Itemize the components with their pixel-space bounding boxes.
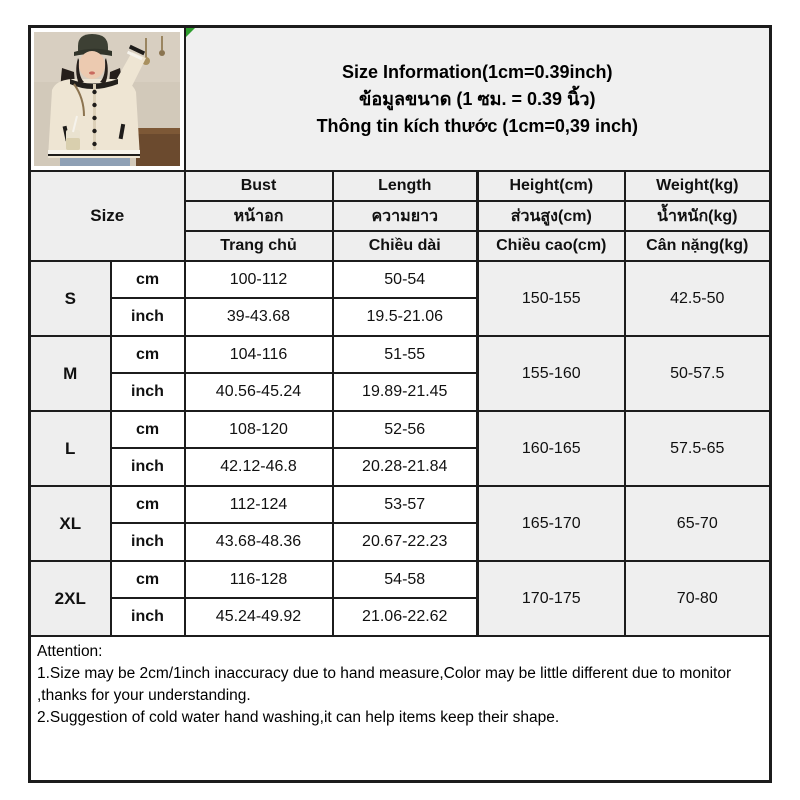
length-cm-XL: 53-57	[333, 486, 478, 523]
size-label-M: M	[30, 336, 111, 411]
size-label-L: L	[30, 411, 111, 486]
attention-cell	[30, 636, 771, 782]
unit-label-inch-M: inch	[111, 373, 185, 411]
header-height-en: Height(cm)	[478, 171, 625, 201]
bust-inch-M: 40.56-45.24	[185, 373, 333, 411]
bust-inch-2XL: 45.24-49.92	[185, 598, 333, 636]
weight-2XL: 70-80	[625, 561, 771, 636]
size-label-XL: XL	[30, 486, 111, 561]
weight-M: 50-57.5	[625, 336, 771, 411]
length-inch-M: 19.89-21.45	[333, 373, 478, 411]
bust-cm-2XL: 116-128	[185, 561, 333, 598]
unit-label-inch-XL: inch	[111, 523, 185, 561]
length-cm-S: 50-54	[333, 261, 478, 298]
weight-L: 57.5-65	[625, 411, 771, 486]
header-weight-vi: Cân nặng(kg)	[625, 231, 771, 261]
unit-label-cm-M: cm	[111, 336, 185, 373]
weight-XL: 65-70	[625, 486, 771, 561]
bust-cm-XL: 112-124	[185, 486, 333, 523]
bust-inch-S: 39-43.68	[185, 298, 333, 336]
length-inch-2XL: 21.06-22.62	[333, 598, 478, 636]
length-cm-L: 52-56	[333, 411, 478, 448]
weight-S: 42.5-50	[625, 261, 771, 336]
unit-label-inch-L: inch	[111, 448, 185, 486]
header-weight-en: Weight(kg)	[625, 171, 771, 201]
bust-cm-S: 100-112	[185, 261, 333, 298]
size-chart-sheet	[28, 25, 772, 783]
length-inch-S: 19.5-21.06	[333, 298, 478, 336]
bust-cm-M: 104-116	[185, 336, 333, 373]
header-length-en: Length	[333, 171, 478, 201]
attention-note-1: 1.Size may be 2cm/1inch inaccuracy due to hand measure,Color may be little different due to monitor ,thanks for your understanding.	[37, 665, 732, 704]
size-label-S: S	[30, 261, 111, 336]
attention-note-2: 2.Suggestion of cold water hand washing,it can help items keep their shape.	[37, 709, 560, 726]
attention-heading: Attention:	[37, 643, 103, 660]
header-length-th: ความยาว	[333, 201, 478, 231]
length-inch-L: 20.28-21.84	[333, 448, 478, 486]
header-row-en	[30, 171, 771, 201]
bust-cm-L: 108-120	[185, 411, 333, 448]
title-line-th: ข้อมูลขนาด (1 ซม. = 0.39 นิ้ว)	[359, 88, 596, 109]
bust-inch-L: 42.12-46.8	[185, 448, 333, 486]
size-label-2XL: 2XL	[30, 561, 111, 636]
unit-label-cm-2XL: cm	[111, 561, 185, 598]
size-row-2XL-cm	[30, 561, 771, 598]
title-line-vi: Thông tin kích thước (1cm=0,39 inch)	[316, 115, 638, 136]
unit-label-cm-XL: cm	[111, 486, 185, 523]
unit-label-cm-L: cm	[111, 411, 185, 448]
height-XL: 165-170	[478, 486, 625, 561]
bust-inch-XL: 43.68-48.36	[185, 523, 333, 561]
size-rows	[30, 261, 771, 636]
header-bust-th: หน้าอก	[185, 201, 333, 231]
height-S: 150-155	[478, 261, 625, 336]
height-M: 155-160	[478, 336, 625, 411]
size-info-title-cell	[185, 27, 771, 172]
size-row-S-cm	[30, 261, 771, 298]
header-height-vi: Chiều cao(cm)	[478, 231, 625, 261]
length-cm-M: 51-55	[333, 336, 478, 373]
title-row	[30, 27, 771, 172]
size-row-L-cm	[30, 411, 771, 448]
header-bust-vi: Trang chủ	[185, 231, 333, 261]
height-2XL: 170-175	[478, 561, 625, 636]
height-L: 160-165	[478, 411, 625, 486]
green-corner-marker-icon	[186, 28, 195, 37]
header-height-th: ส่วนสูง(cm)	[478, 201, 625, 231]
header-weight-th: น้ำหนัก(kg)	[625, 201, 771, 231]
header-length-vi: Chiều dài	[333, 231, 478, 261]
header-bust-en: Bust	[185, 171, 333, 201]
attention-row	[30, 636, 771, 782]
length-cm-2XL: 54-58	[333, 561, 478, 598]
size-column-header: Size	[30, 171, 185, 261]
size-row-XL-cm	[30, 486, 771, 523]
size-table	[28, 25, 772, 783]
product-photo-cell	[30, 27, 185, 172]
unit-label-inch-S: inch	[111, 298, 185, 336]
unit-label-inch-2XL: inch	[111, 598, 185, 636]
size-row-M-cm	[30, 336, 771, 373]
length-inch-XL: 20.67-22.23	[333, 523, 478, 561]
product-photo	[34, 32, 180, 166]
title-line-en: Size Information(1cm=0.39inch)	[341, 61, 613, 82]
unit-label-cm-S: cm	[111, 261, 185, 298]
